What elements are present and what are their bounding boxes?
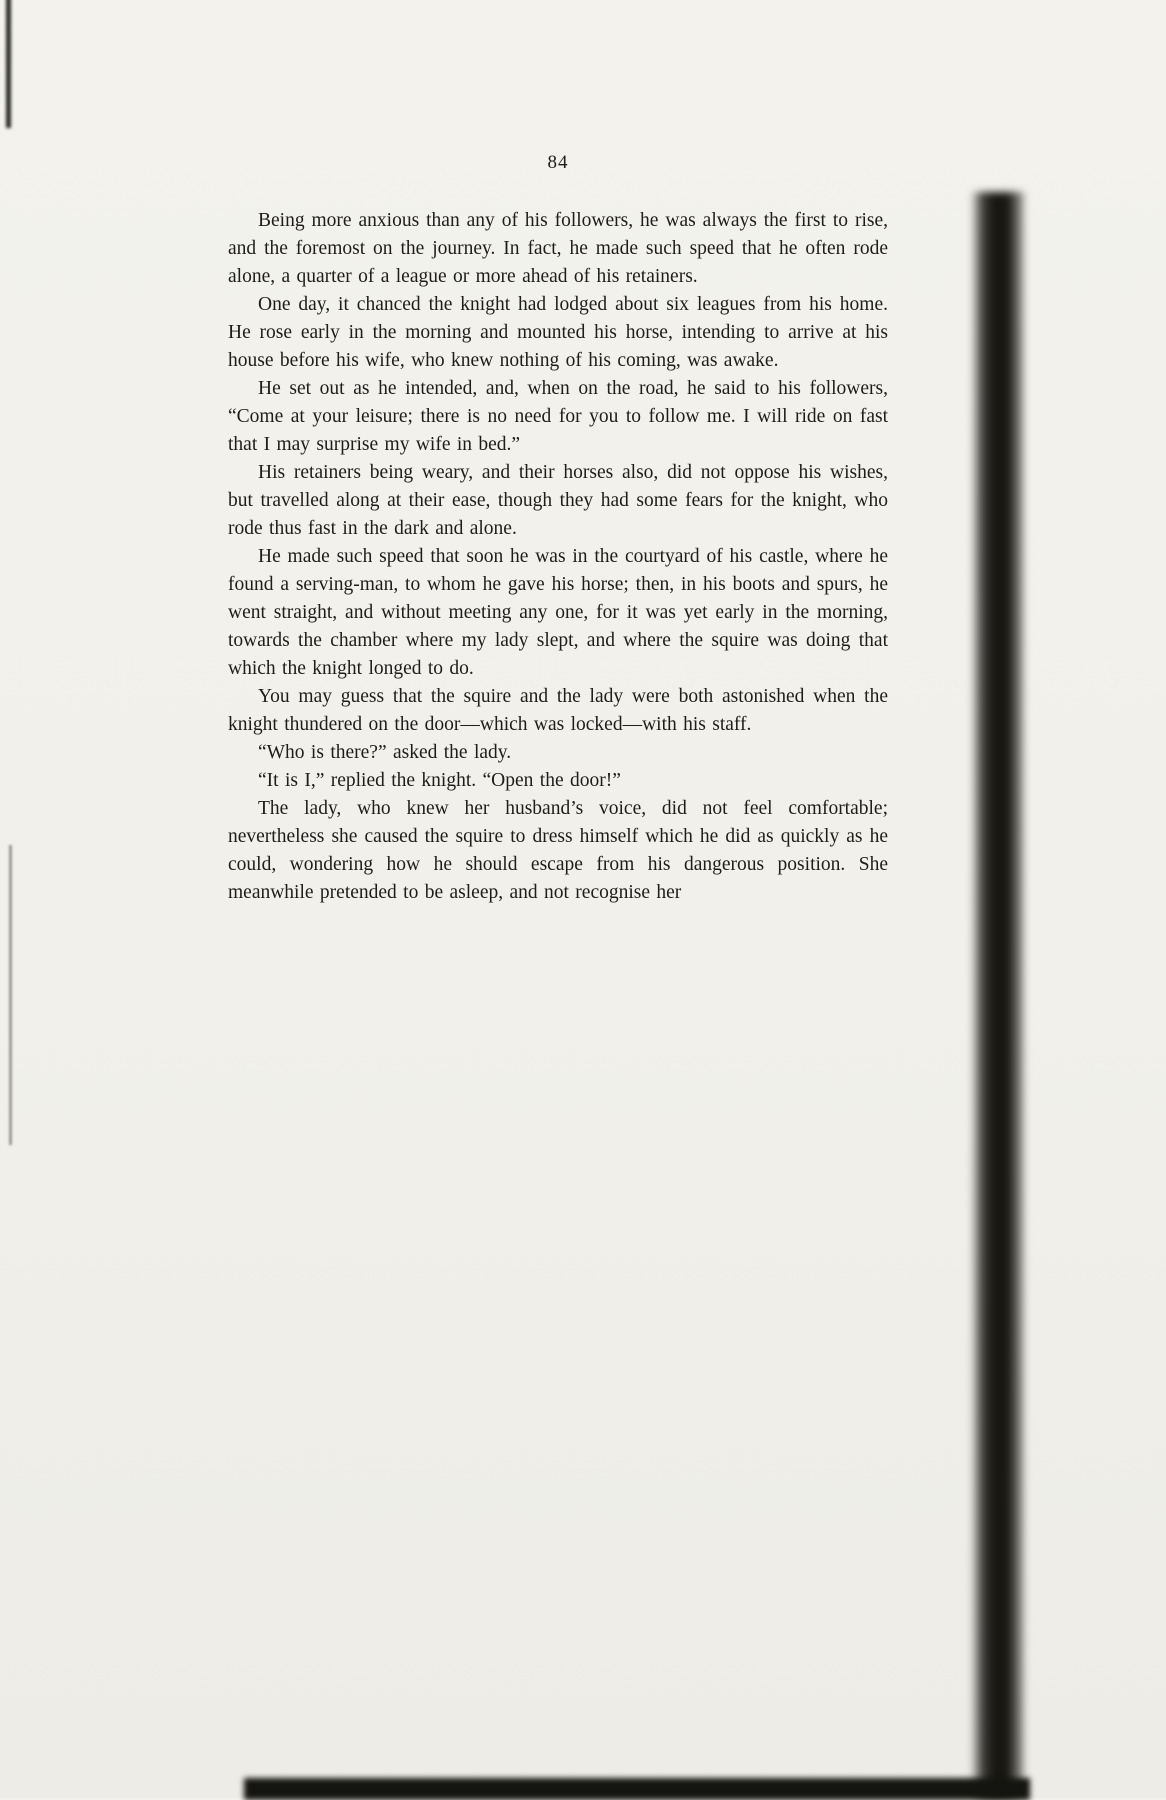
scan-edge-left-top — [6, 0, 11, 128]
scan-edge-left-mid — [9, 845, 12, 1145]
paragraph: The lady, who knew her husband’s voice, did not feel comfortable; nevertheless she caused the squire to dress himself which he did as quickly as he could, wondering how he should escape from his dangerous position. She meanwhile pretended to be asleep, and not recognise her — [228, 798, 888, 903]
paragraph: One day, it chanced the knight had lodged about six leagues from his home. He rose early in the morning and mounted his horse, intending to arrive at his house before his wife, who knew nothing of his coming, was awake. — [228, 294, 888, 371]
paragraph: He set out as he intended, and, when on the road, he said to his followers, “Come at your leisure; there is no need for you to follow me. I will ride on fast that I may surprise my wife in bed.” — [228, 378, 888, 455]
scan-shadow-right — [972, 192, 1024, 1798]
paragraph: He made such speed that soon he was in the courtyard of his castle, where he found a serving-man, to whom he gave his horse; then, in his boots and spurs, he went straight, and without meeting any one, for it was yet early in the morning, towards the chamber where my lady slept, and where the squire was doing that which the knight longed to do. — [228, 546, 888, 679]
page-number: 84 — [547, 152, 569, 173]
paragraph: “It is I,” replied the knight. “Open the door!” — [258, 770, 621, 791]
paragraph: His retainers being weary, and their horses also, did not oppose his wishes, but travelled along at their ease, though they had some fears for the knight, who rode thus fast in the dark and alone. — [228, 462, 888, 539]
paragraph: Being more anxious than any of his followers, he was always the first to rise, and the foremost on the journey. In fact, he made such speed that he often rode alone, a quarter of a league or more ahead of his retainers. — [228, 210, 888, 287]
page-text — [228, 207, 888, 907]
scan-shadow-bottom — [244, 1778, 1030, 1800]
paragraph: You may guess that the squire and the lady were both astonished when the knight thundered on the door—which was locked—with his staff. — [228, 686, 888, 735]
paragraph: “Who is there?” asked the lady. — [258, 742, 512, 763]
